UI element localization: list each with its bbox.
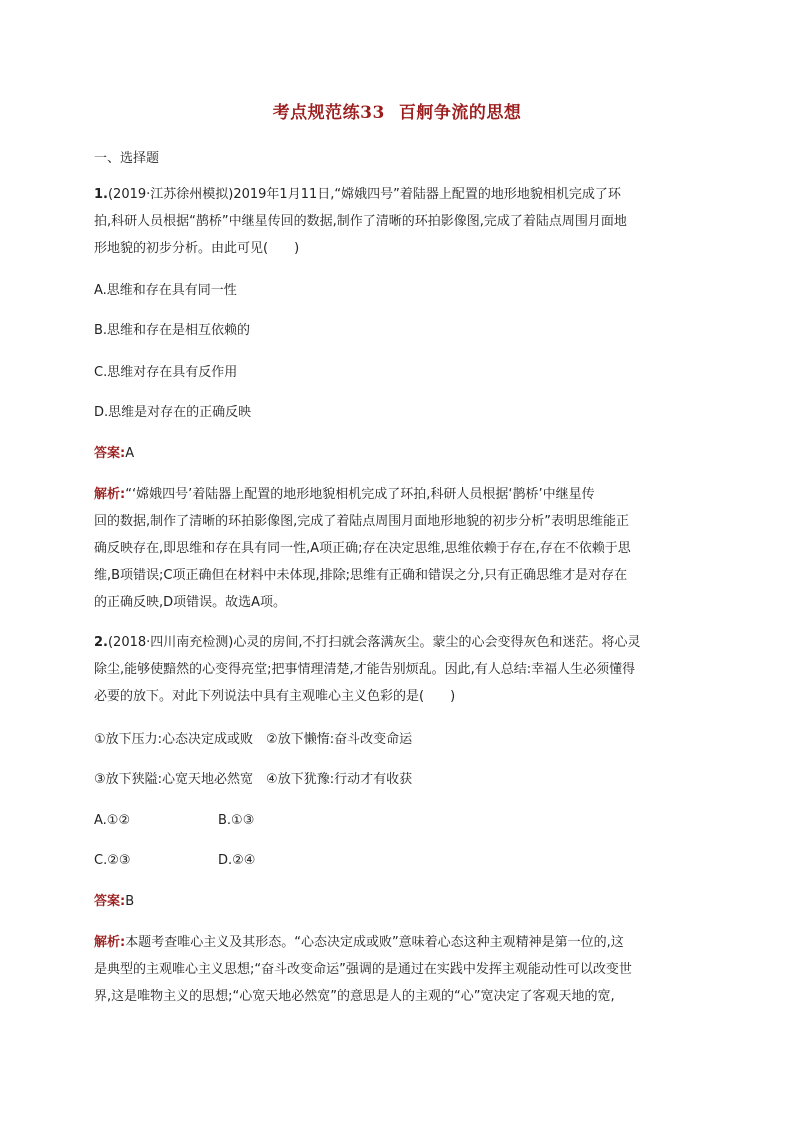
answer-value: A: [125, 446, 135, 461]
q1-analysis-line-2: 回的数据,制作了清晰的环拍影像图,完成了着陆点周围月面地形地貌的初步分析”表明思维能正: [94, 514, 630, 529]
page-title: [0, 98, 794, 123]
q1-option-c: C.思维对存在具有反作用: [94, 365, 238, 380]
q2-statements-2: ③放下狭隘:心宽天地必然宽 ④放下犹豫:行动才有收获: [94, 772, 413, 787]
answer-label: 答案:: [94, 894, 126, 909]
q1-line-1: 1.(2019·江苏徐州模拟)2019年1月11日,“嫦娥四号”着陆器上配置的地形地貌相机完成了环: [94, 187, 621, 202]
q1-line-3: 形地貌的初步分析。由此可见( ): [94, 241, 300, 256]
q1-answer: [94, 445, 134, 463]
q1-option-d: D.思维是对存在的正确反映: [94, 405, 252, 420]
q1-option-a: A.思维和存在具有同一性: [94, 283, 237, 298]
q2-line-3: 必要的放下。对此下列说法中具有主观唯心主义色彩的是( ): [94, 689, 456, 704]
title-prefix: 考点规范练33: [272, 103, 385, 123]
analysis-label: 解析:: [94, 935, 126, 950]
q1-number: 1.: [94, 187, 108, 202]
q2-option-a: A.①②: [94, 813, 131, 828]
q2-answer: [94, 893, 134, 911]
section-heading: 一、选择题: [94, 151, 160, 166]
q2-line-2: 除尘,能够使黯然的心变得亮堂;把事情理清楚,才能告别烦乱。因此,有人总结:幸福人生必须懂得: [94, 662, 636, 677]
q2-option-d: D.②④: [218, 853, 256, 868]
q2-statements-1: ①放下压力:心态决定成或败 ②放下懒惰:奋斗改变命运: [94, 732, 413, 747]
q2-analysis-line-2: 是典型的主观唯心主义思想;“奋斗改变命运”强调的是通过在实践中发挥主观能动性可以改变世: [94, 962, 632, 977]
analysis-label: 解析:: [94, 487, 126, 502]
q1-option-b: B.思维和存在是相互依赖的: [94, 323, 251, 338]
answer-value: B: [125, 894, 135, 909]
q2-option-b: B.①③: [218, 813, 255, 828]
q1-analysis-line-4: 维,B项错误;C项正确但在材料中未体现,排除;思维有正确和错误之分,只有正确思维才是对存在: [94, 568, 628, 583]
q1-analysis-line-3: 确反映存在,即思维和存在具有同一性,A项正确;存在决定思维,思维依赖于存在,存在不依赖于思: [94, 541, 631, 556]
q2-analysis-line-1: 解析:本题考查唯心主义及其形态。“心态决定成或败”意味着心态这种主观精神是第一位的,这: [94, 935, 624, 950]
answer-label: 答案:: [94, 446, 126, 461]
q2-analysis-line-3: 界,这是唯物主义的思想;“心宽天地必然宽”的意思是人的主观的“心”宽决定了客观天地的宽,: [94, 989, 615, 1004]
q1-analysis-line-5: 的正确反映,D项错误。故选A项。: [94, 595, 287, 610]
q2-option-c: C.②③: [94, 853, 131, 868]
q1-analysis-line-1: 解析:“‘嫦娥四号’着陆器上配置的地形地貌相机完成了环拍,科研人员根据‘鹊桥’中继星传: [94, 487, 595, 502]
q2-number: 2.: [94, 635, 108, 650]
q1-line-2: 拍,科研人员根据“鹊桥”中继星传回的数据,制作了清晰的环拍影像图,完成了着陆点周围月面地: [94, 214, 627, 229]
q2-line-1: 2.(2018·四川南充检测)心灵的房间,不打扫就会落满灰尘。蒙尘的心会变得灰色和迷茫。将心灵: [94, 635, 641, 650]
title-main: 百舸争流的思想: [398, 103, 522, 123]
